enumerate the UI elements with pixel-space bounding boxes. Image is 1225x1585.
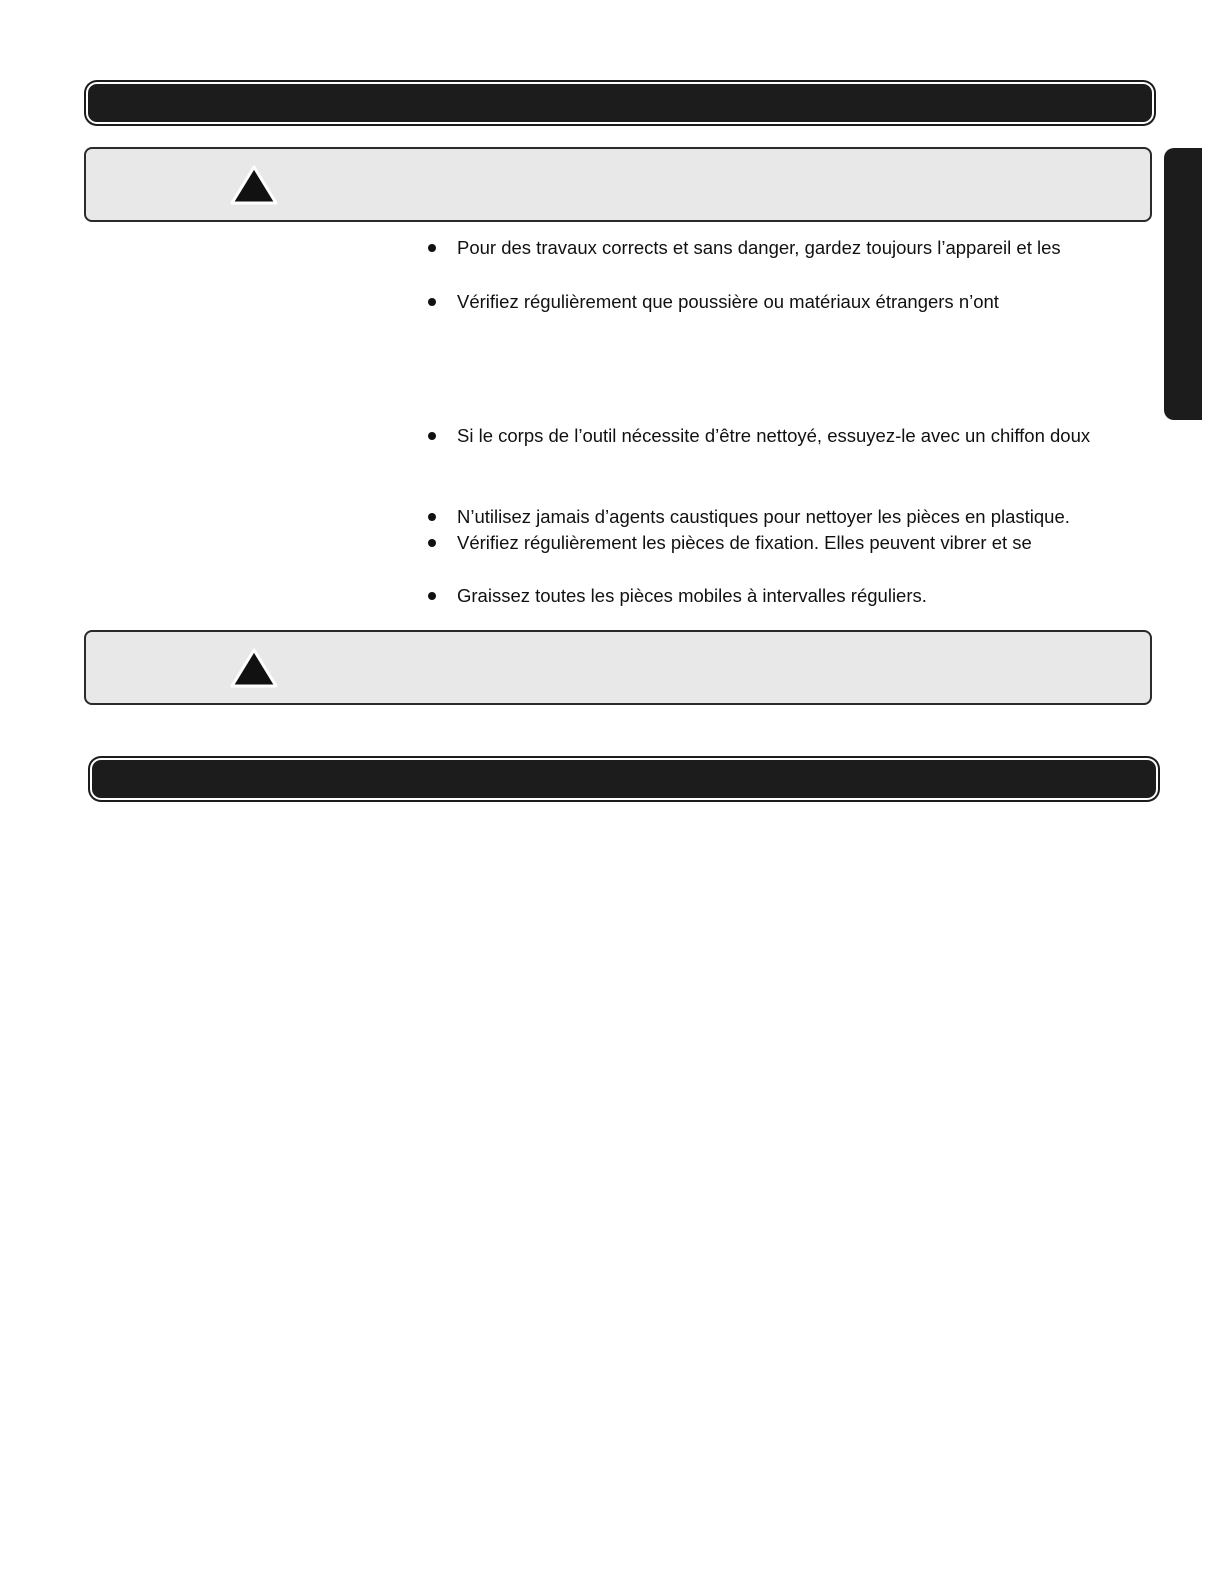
language-side-tab [1164, 148, 1202, 420]
list-item-text: Graissez toutes les pièces mobiles à intervalles réguliers. [457, 585, 927, 606]
bullet-icon [428, 592, 436, 600]
list-item-text: Pour des travaux corrects et sans danger, gardez toujours l’appareil et les [457, 237, 1061, 258]
warning-box [84, 147, 1152, 222]
list-item-text: Si le corps de l’outil nécessite d’être nettoyé, essuyez-le avec un chiffon doux [457, 425, 1091, 446]
warning-box [84, 630, 1152, 705]
section-header-bar [92, 760, 1156, 798]
warning-triangle-icon [229, 647, 279, 689]
list-item-text: Vérifiez régulièrement les pièces de fixation. Elles peuvent vibrer et se [457, 532, 1032, 553]
bullet-icon [428, 244, 436, 252]
section-header-bar [88, 84, 1152, 122]
warning-triangle-icon [229, 164, 279, 206]
list-item-text: Vérifiez régulièrement que poussière ou matériaux étrangers n’ont [457, 291, 999, 312]
bullet-icon [428, 432, 436, 440]
bullet-icon [428, 539, 436, 547]
bullet-icon [428, 513, 436, 521]
bullet-icon [428, 298, 436, 306]
list-item-text: N’utilisez jamais d’agents caustiques pour nettoyer les pièces en plastique. [457, 506, 1070, 527]
